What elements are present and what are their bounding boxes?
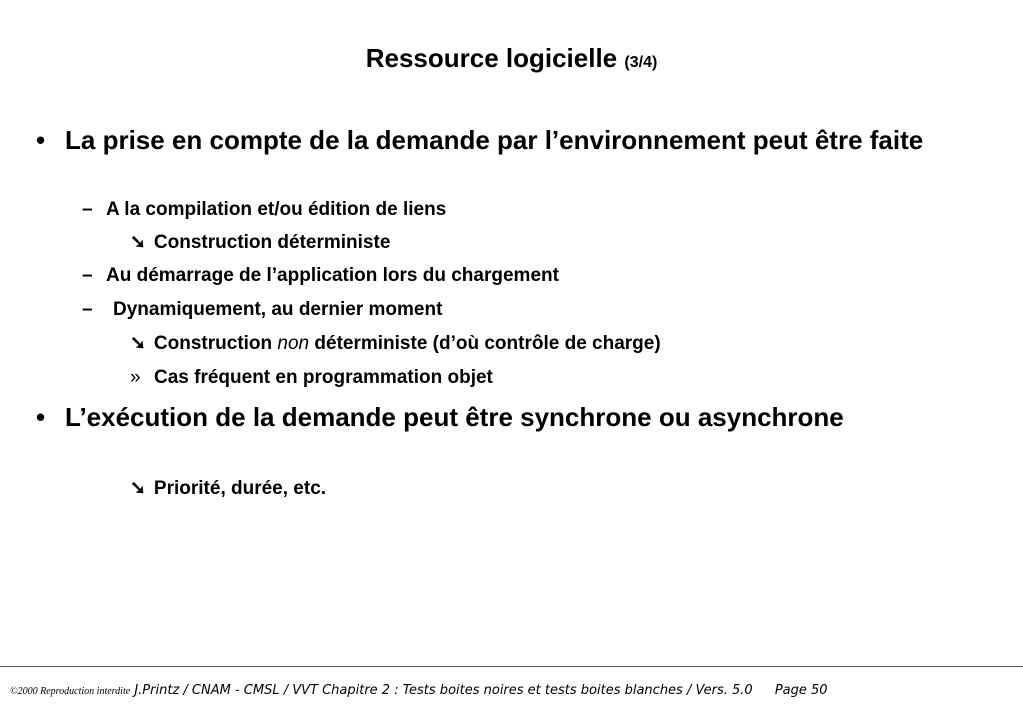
- sub-item-text: Au démarrage de l’application lors du chargement: [106, 265, 559, 286]
- sub-item-demarrage: [82, 264, 559, 288]
- bullet-marker: •: [36, 125, 46, 155]
- arrow-icon: ➘: [130, 478, 146, 499]
- emphasis-non: non: [277, 333, 310, 354]
- deterministe-text: déterministe (d’où contrôle de charge): [314, 333, 661, 354]
- footer-text: J.Printz / CNAM - CMSL / VVT Chapitre 2 : Tests boites noires et tests boites blanches / Vers. 5.0: [134, 683, 753, 698]
- footer-copyright: ©2000 Reproduction interdite: [10, 686, 131, 697]
- sub-item-text: Dynamiquement, au dernier moment: [113, 299, 443, 320]
- sub-sub-item-text: Priorité, durée, etc.: [153, 478, 327, 499]
- bullet-1-text: La prise en compte de la demande par l’environnement peut être faite: [65, 125, 924, 155]
- raquo-marker: »: [130, 367, 141, 388]
- footer-page-number: Page 50: [774, 683, 828, 698]
- bullet-2: [36, 401, 996, 434]
- sub-sub-item-non-deterministe: [130, 332, 661, 356]
- sub-item-compilation: [82, 198, 446, 222]
- arrow-icon: ➘: [130, 333, 146, 354]
- sub-sub-item-deterministe: [130, 231, 390, 255]
- construction-text: Construction: [153, 333, 273, 354]
- sub-item-dynamique: [82, 298, 442, 322]
- slide-title: [0, 40, 1023, 81]
- title-text: Ressource logicielle: [365, 43, 618, 73]
- sub-item-text: A la compilation et/ou édition de liens: [106, 199, 447, 220]
- sub-sub-sub-item-text: Cas fréquent en programmation objet: [154, 367, 493, 388]
- sub-sub-sub-item-objet: [130, 366, 493, 390]
- bullet-1: [36, 124, 996, 157]
- sub-sub-item-text: Construction déterministe: [153, 232, 391, 253]
- bullet-marker: •: [36, 402, 46, 432]
- dash-marker: –: [82, 299, 93, 320]
- bullet-2-text: L’exécution de la demande peut être synchrone ou asynchrone: [65, 402, 844, 432]
- arrow-icon: ➘: [130, 232, 146, 253]
- sub-sub-item-priorite: [130, 477, 326, 501]
- dash-marker: –: [82, 199, 93, 220]
- dash-marker: –: [82, 265, 93, 286]
- footer-divider: [0, 666, 1023, 667]
- footer: [10, 680, 1015, 702]
- title-page-indicator: (3/4): [624, 54, 658, 71]
